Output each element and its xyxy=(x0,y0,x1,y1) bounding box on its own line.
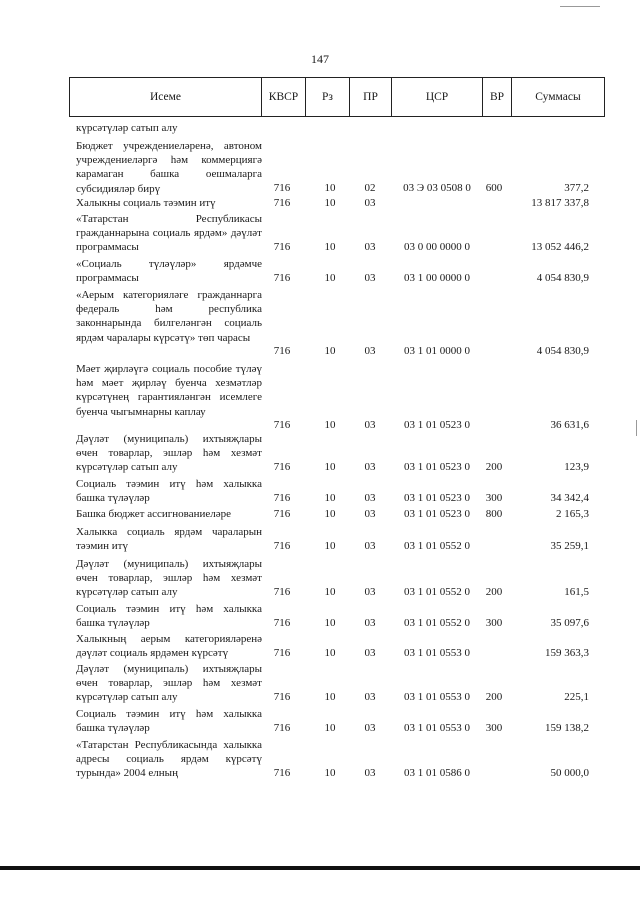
row-sum: 4 054 830,9 xyxy=(536,345,589,358)
row-csr: 03 Э 03 0508 0 xyxy=(403,182,471,195)
row-vr: 200 xyxy=(485,461,503,473)
row-kvsr: 716 xyxy=(273,182,291,195)
row-csr: 03 1 01 0552 0 xyxy=(404,586,470,598)
row-pr: 03 xyxy=(364,767,376,779)
row-csr: 03 1 01 0553 0 xyxy=(404,721,470,734)
row-sum: 35 097,6 xyxy=(550,616,589,629)
row-pr: 03 xyxy=(364,491,376,504)
row-sum: 2 165,3 xyxy=(556,507,589,520)
row-kvsr: 716 xyxy=(273,539,291,552)
row-name: Халыкның аерым категорияләренә дәүләт социаль ярдәмен күрсәтү xyxy=(76,633,262,660)
row-rz: 10 xyxy=(324,616,336,629)
row-name: «Социаль түләүләр» ярдәмче программасы xyxy=(76,258,262,285)
row-rz: 10 xyxy=(324,767,336,779)
row-sum: 159 363,3 xyxy=(545,646,589,659)
row-sum: 4 054 830,9 xyxy=(536,271,589,284)
row-rz: 10 xyxy=(324,182,336,195)
row-csr: 03 1 00 0000 0 xyxy=(404,271,470,284)
row-rz: 10 xyxy=(324,586,336,598)
header-rz: Рз xyxy=(305,78,349,116)
scan-edge-mark xyxy=(636,420,637,436)
row-name: «Аерым категорияләге гражданнарга федераль һәм республика законнарында билгеләнгән социаль ярдәм чаралары күрсәтү» төп чарасы xyxy=(76,289,262,344)
row-sum: 123,9 xyxy=(564,461,589,473)
row-kvsr: 716 xyxy=(273,586,291,598)
row-pr: 03 xyxy=(364,345,376,358)
row-name: Дәүләт (муниципаль) ихтыяҗлары өчен товарлар, эшләр һәм хезмәт күрсәтүләр сатып алу xyxy=(76,433,262,474)
row-pr: 03 xyxy=(364,461,376,473)
row-rz: 10 xyxy=(324,646,336,659)
row-rz: 10 xyxy=(324,241,336,253)
row-rz: 10 xyxy=(324,461,336,473)
header-kvsr: КВСР xyxy=(261,78,305,116)
header-sum: Суммасы xyxy=(511,78,604,116)
row-pr: 03 xyxy=(364,646,376,659)
row-kvsr: 716 xyxy=(273,345,291,358)
row-csr: 03 1 01 0523 0 xyxy=(404,491,470,504)
row-pr: 03 xyxy=(364,586,376,598)
row-name: Социаль тәэмин итү һәм халыкка башка түләүләр xyxy=(76,603,262,630)
row-sum: 34 342,4 xyxy=(550,491,589,504)
row-csr: 03 1 01 0523 0 xyxy=(404,507,470,520)
table-header xyxy=(69,77,605,117)
row-kvsr: 716 xyxy=(273,271,291,284)
row-vr: 200 xyxy=(485,586,503,598)
row-kvsr: 716 xyxy=(273,767,291,779)
page-bottom-border xyxy=(0,866,640,870)
row-sum: 35 259,1 xyxy=(550,539,589,552)
header-vr: ВР xyxy=(482,78,511,116)
row-sum: 159 138,2 xyxy=(545,721,589,734)
row-name: күрсәтүләр сатып алу xyxy=(76,122,178,134)
row-sum: 225,1 xyxy=(564,691,589,703)
row-rz: 10 xyxy=(324,507,336,520)
header-name: Исеме xyxy=(149,91,182,103)
row-csr: 03 1 01 0552 0 xyxy=(404,616,470,629)
row-sum: 161,5 xyxy=(564,586,589,598)
header-pr: ПР xyxy=(349,78,391,116)
row-name: Дәүләт (муниципаль) ихтыяҗлары өчен товарлар, эшләр һәм хезмәт күрсәтүләр сатып алу xyxy=(76,663,262,704)
row-sum: 13 817 337,8 xyxy=(531,196,589,209)
row-csr: 03 1 01 0553 0 xyxy=(404,646,470,659)
row-name: Башка бюджет ассигнованиеләре xyxy=(76,508,231,520)
row-kvsr: 716 xyxy=(273,461,291,473)
row-rz: 10 xyxy=(324,271,336,284)
row-name: Социаль тәэмин итү һәм халыкка башка түләүләр xyxy=(76,708,262,735)
row-name: Дәүләт (муниципаль) ихтыяҗлары өчен товарлар, эшләр һәм хезмәт күрсәтүләр сатып алу xyxy=(76,558,262,599)
row-kvsr: 716 xyxy=(273,721,291,734)
row-vr: 800 xyxy=(485,507,503,520)
row-kvsr: 716 xyxy=(273,507,291,520)
row-pr: 03 xyxy=(364,616,376,629)
row-vr: 200 xyxy=(485,691,503,703)
row-pr: 03 xyxy=(364,271,376,284)
row-csr: 03 1 01 0000 0 xyxy=(404,345,470,358)
row-pr: 03 xyxy=(364,691,376,703)
row-pr: 03 xyxy=(364,419,376,432)
row-name: Социаль тәэмин итү һәм халыкка башка түләүләр xyxy=(76,478,262,505)
row-csr: 03 0 00 0000 0 xyxy=(404,241,470,253)
row-kvsr: 716 xyxy=(273,691,291,703)
row-csr: 03 1 01 0552 0 xyxy=(404,539,470,552)
row-name: «Татарстан Республикасы гражданнарына социаль ярдәм» дәүләт программасы xyxy=(76,213,262,254)
row-kvsr: 716 xyxy=(273,491,291,504)
row-name: Халыкка социаль ярдәм чараларын тәэмин итү xyxy=(76,526,262,553)
row-rz: 10 xyxy=(324,419,336,432)
row-vr: 300 xyxy=(485,616,503,629)
header-csr: ЦСР xyxy=(391,78,482,116)
row-sum: 377,2 xyxy=(564,182,589,195)
row-name: Мәет җирләүгә социаль пособие түләү һәм мәет җирләү буенча хезмәтләр күрсәтүнең гарантияләнгән исемлеге буенча чыгымнарны каплау xyxy=(76,363,262,418)
row-csr: 03 1 01 0523 0 xyxy=(404,419,470,432)
row-vr: 300 xyxy=(485,491,503,504)
row-pr: 03 xyxy=(364,196,376,209)
row-sum: 36 631,6 xyxy=(550,419,589,432)
row-vr: 300 xyxy=(485,721,503,734)
row-sum: 50 000,0 xyxy=(550,767,589,779)
row-csr: 03 1 01 0553 0 xyxy=(404,691,470,703)
row-pr: 03 xyxy=(364,539,376,552)
row-kvsr: 716 xyxy=(273,646,291,659)
row-pr: 02 xyxy=(364,182,376,195)
row-kvsr: 716 xyxy=(273,196,291,209)
row-csr: 03 1 01 0586 0 xyxy=(404,767,470,779)
row-rz: 10 xyxy=(324,539,336,552)
row-rz: 10 xyxy=(324,721,336,734)
row-kvsr: 716 xyxy=(273,419,291,432)
row-rz: 10 xyxy=(324,196,336,209)
row-name: Бюджет учреждениеләренә, автоном учреждениеләргә һәм коммерциягә карамаган башка оешмаларга субсидияләр бирү xyxy=(76,140,262,195)
row-name: «Татарстан Республикасында халыкка адресы социаль ярдәм күрсәтү турында» 2004 елның xyxy=(76,739,262,780)
row-pr: 03 xyxy=(364,241,376,253)
page-number: 147 xyxy=(311,52,329,66)
row-pr: 03 xyxy=(364,721,376,734)
row-rz: 10 xyxy=(324,491,336,504)
row-kvsr: 716 xyxy=(273,241,291,253)
row-kvsr: 716 xyxy=(273,616,291,629)
row-pr: 03 xyxy=(364,507,376,520)
row-rz: 10 xyxy=(324,691,336,703)
row-vr: 600 xyxy=(485,182,503,195)
row-csr: 03 1 01 0523 0 xyxy=(404,461,470,473)
row-sum: 13 052 446,2 xyxy=(531,241,589,253)
row-rz: 10 xyxy=(324,345,336,358)
scan-edge-mark xyxy=(560,6,600,7)
row-name: Халыкны социаль тәэмин итү xyxy=(76,197,216,209)
